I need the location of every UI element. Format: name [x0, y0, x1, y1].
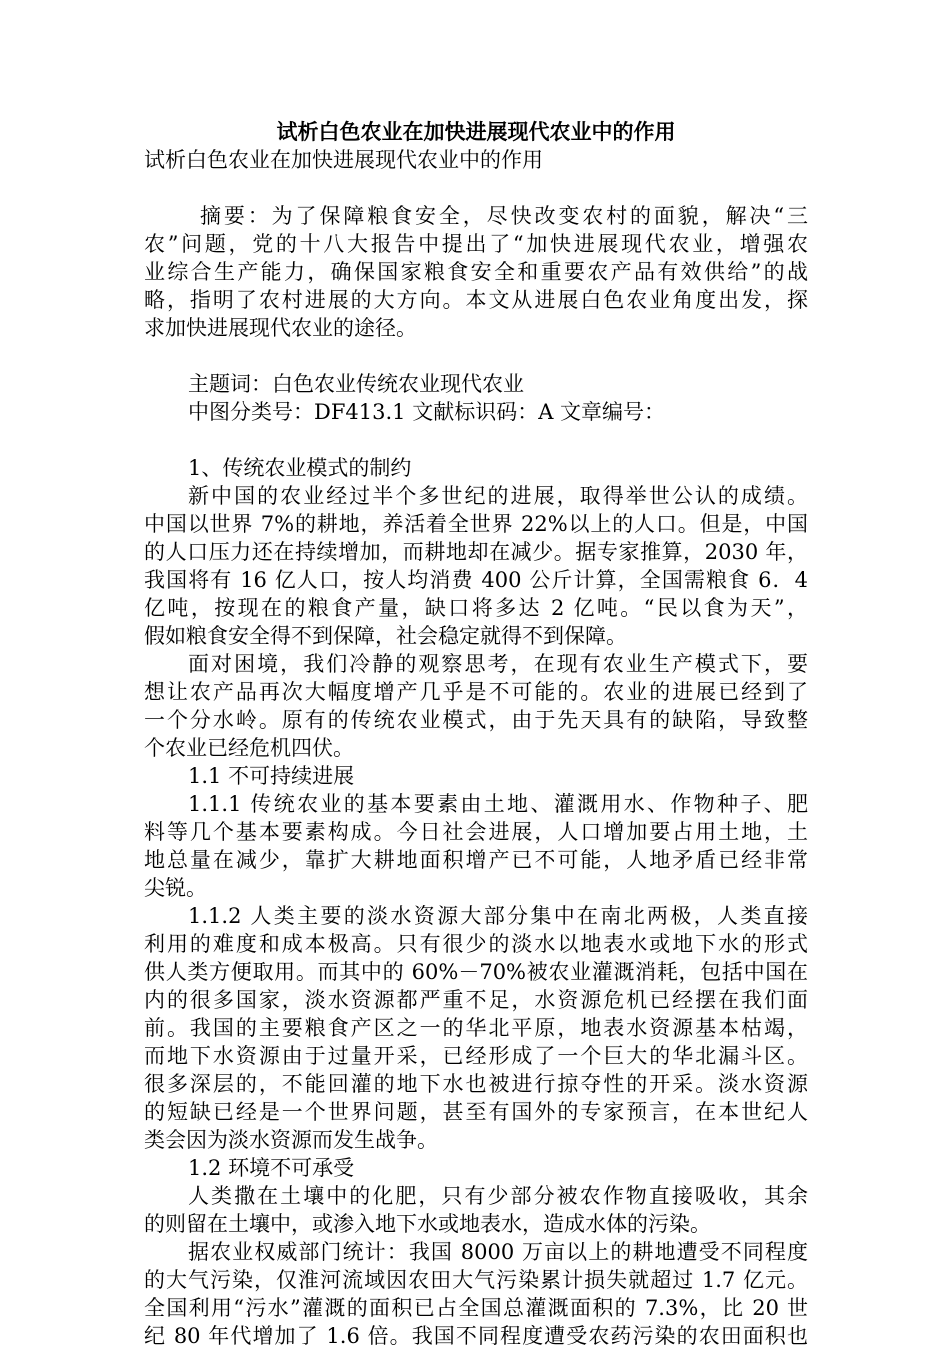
paragraph-line: 据农业权威部门统计：我国 8000 万亩以上的耕地遭受不同程度 [188, 1240, 808, 1264]
paragraph-line: 亿吨，按现在的粮食产量，缺口将多达 2 亿吨。“民以食为天”， [144, 596, 808, 620]
paragraph [144, 790, 808, 902]
paragraph-line: 人类撒在土壤中的化肥，只有少部分被农作物直接吸收，其余 [188, 1184, 808, 1208]
paragraph-line: 前。我国的主要粮食产区之一的华北平原，地表水资源基本枯竭， [144, 1016, 808, 1040]
paragraph-line: 我国将有 16 亿人口，按人均消费 400 公斤计算，全国需粮食 6．4 [144, 568, 808, 592]
paragraph [144, 902, 808, 1154]
paragraph [144, 1238, 808, 1350]
paragraph-line: 的大气污染，仅淮河流域因农田大气污染累计损失就超过 1.7 亿元。 [144, 1268, 808, 1292]
paragraph-line: 纪 80 年代增加了 1.6 倍。我国不同程度遭受农药污染的农田面积也 [144, 1324, 808, 1348]
section-heading: 1.1 不可持续进展 [188, 764, 355, 788]
paragraph-line: 而地下水资源由于过量开采，已经形成了一个巨大的华北漏斗区。 [144, 1044, 808, 1068]
abstract-line: 略，指明了农村进展的大方向。本文从进展白色农业角度出发，探 [144, 288, 808, 312]
paragraph-line: 内的很多国家，淡水资源都严重不足，水资源危机已经摆在我们面 [144, 988, 808, 1012]
paragraph-line: 一个分水岭。原有的传统农业模式，由于先天具有的缺陷，导致整 [144, 708, 808, 732]
document-title: 试析白色农业在加快进展现代农业中的作用 [276, 119, 676, 144]
paragraph-line: 供人类方便取用。而其中的 60%－70%被农业灌溉消耗，包括中国在 [144, 960, 808, 984]
paragraph-line: 个农业已经危机四伏。 [144, 736, 354, 760]
paragraph-line: 的人口压力还在持续增加，而耕地却在减少。据专家推算，2030 年， [144, 540, 808, 564]
spacer [144, 426, 808, 454]
paragraph-line: 假如粮食安全得不到保障，社会稳定就得不到保障。 [144, 624, 627, 648]
paragraph-line: 很多深层的，不能回灌的地下水也被进行掠夺性的开采。淡水资源 [144, 1072, 808, 1096]
abstract-line: 求加快进展现代农业的途径。 [144, 316, 417, 340]
abstract-line: 业综合生产能力，确保国家粮食安全和重要农产品有效供给”的战 [144, 260, 808, 284]
abstract-line: 农”问题，党的十八大报告中提出了“加快进展现代农业，增强农 [144, 232, 808, 256]
paragraph-line: 尖锐。 [144, 876, 207, 900]
abstract-line: 摘要：为了保障粮食安全，尽快改变农村的面貌，解决“三 [200, 204, 808, 228]
paragraph-line: 地总量在减少，靠扩大耕地面积增产已不可能，人地矛盾已经非常 [144, 848, 808, 872]
abstract [144, 202, 808, 342]
paragraph-line: 的则留在土壤中，或渗入地下水或地表水，造成水体的污染。 [144, 1212, 711, 1236]
paragraph-line: 中国以世界 7%的耕地，养活着全世界 22%以上的人口。但是，中国 [144, 512, 808, 536]
spacer [144, 342, 808, 370]
paragraph-line: 料等几个基本要素构成。今日社会进展，人口增加要占用土地，土 [144, 820, 808, 844]
section-heading: 1、传统农业模式的制约 [188, 456, 412, 480]
paragraph-line: 新中国的农业经过半个多世纪的进展，取得举世公认的成绩。 [188, 484, 808, 508]
paragraph-line: 1.1.1 传统农业的基本要素由土地、灌溉用水、作物种子、肥 [188, 792, 808, 816]
section-heading: 1.2 环境不可承受 [188, 1156, 355, 1180]
classification: 中图分类号：DF413.1 文献标识码：A 文章编号： [188, 400, 666, 424]
paragraph-line: 类会因为淡水资源而发生战争。 [144, 1128, 438, 1152]
keywords: 主题词：白色农业传统农业现代农业 [188, 372, 524, 396]
paragraph-line: 想让农产品再次大幅度增产几乎是不可能的。农业的进展已经到了 [144, 680, 808, 704]
paragraph-line: 面对困境，我们冷静的观察思考，在现有农业生产模式下，要 [188, 652, 808, 676]
spacer [144, 174, 808, 202]
paragraph-line: 利用的难度和成本极高。只有很少的淡水以地表水或地下水的形式 [144, 932, 808, 956]
paragraph [144, 482, 808, 650]
paragraph-line: 全国利用“污水”灌溉的面积已占全国总灌溉面积的 7.3%，比 20 世 [144, 1296, 808, 1320]
paragraph [144, 1182, 808, 1238]
paragraph-line: 的短缺已经是一个世界问题，甚至有国外的专家预言，在本世纪人 [144, 1100, 808, 1124]
document-page [144, 118, 808, 1350]
paragraph [144, 650, 808, 762]
document-subtitle: 试析白色农业在加快进展现代农业中的作用 [144, 148, 543, 172]
paragraph-line: 1.1.2 人类主要的淡水资源大部分集中在南北两极，人类直接 [188, 904, 808, 928]
